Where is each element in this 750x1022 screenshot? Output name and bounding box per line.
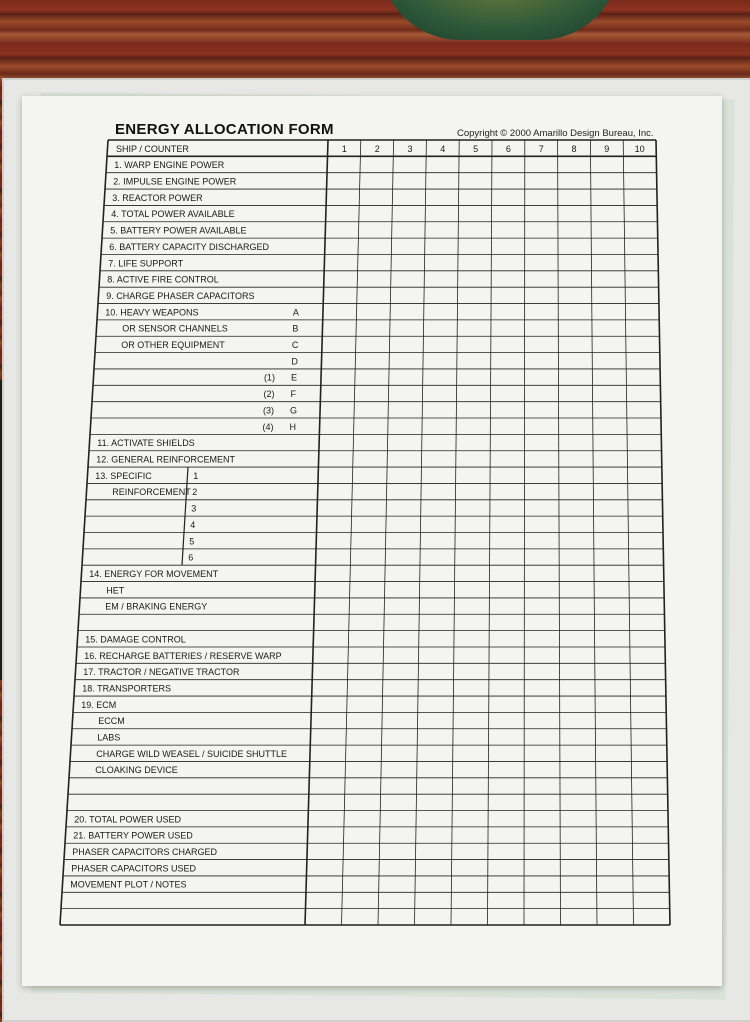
column-header-5: 5: [473, 143, 479, 154]
row-sub-label: 2: [192, 487, 198, 498]
row-label: 5. BATTERY POWER AVAILABLE: [110, 225, 247, 236]
row-label: 17. TRACTOR / NEGATIVE TRACTOR: [83, 667, 240, 678]
row-label: 12. GENERAL REINFORCEMENT: [96, 454, 235, 465]
row-label: PHASER CAPACITORS USED: [71, 863, 196, 874]
row-label: 8. ACTIVE FIRE CONTROL: [107, 274, 219, 285]
row-label: 18. TRANSPORTERS: [82, 683, 171, 694]
row-label: 21. BATTERY POWER USED: [73, 830, 193, 841]
column-header-10: 10: [634, 143, 645, 154]
row-label: 15. DAMAGE CONTROL: [85, 634, 186, 645]
row-label: (4): [262, 421, 274, 432]
ship-counter-label: SHIP / COUNTER: [116, 143, 189, 154]
column-header-2: 2: [374, 143, 380, 154]
column-header-1: 1: [341, 143, 347, 154]
column-header-3: 3: [407, 143, 413, 154]
row-sub-label: 5: [189, 536, 195, 547]
row-sub-label: C: [291, 340, 299, 351]
row-sub-label: 1: [193, 470, 199, 481]
column-header-6: 6: [505, 143, 511, 154]
row-sub-label: H: [289, 421, 297, 432]
row-sub-label: A: [292, 307, 299, 318]
row-label: (3): [262, 405, 274, 416]
row-label: 3. REACTOR POWER: [112, 192, 203, 203]
row-label: 4. TOTAL POWER AVAILABLE: [111, 209, 235, 220]
row-label: 6. BATTERY CAPACITY DISCHARGED: [109, 241, 269, 252]
row-label: 14. ENERGY FOR MOVEMENT: [89, 568, 219, 579]
row-label: CLOAKING DEVICE: [95, 765, 178, 776]
row-sub-label: F: [290, 389, 296, 400]
row-label: HET: [106, 585, 125, 596]
row-label: OR SENSOR CHANNELS: [122, 323, 228, 334]
row-label: 2. IMPULSE ENGINE POWER: [113, 176, 237, 187]
row-label: 1. WARP ENGINE POWER: [114, 160, 225, 171]
row-label: MOVEMENT PLOT / NOTES: [70, 879, 187, 890]
row-label: CHARGE WILD WEASEL / SUICIDE SHUTTLE: [96, 748, 287, 759]
row-label: PHASER CAPACITORS CHARGED: [72, 847, 217, 858]
row-sub-label: G: [289, 405, 298, 416]
column-header-7: 7: [538, 143, 544, 154]
row-label: 13. SPECIFIC: [95, 470, 152, 481]
row-label: (1): [263, 372, 275, 383]
column-header-4: 4: [440, 143, 446, 154]
row-label: 16. RECHARGE BATTERIES / RESERVE WARP: [84, 650, 282, 661]
copyright-notice: Copyright © 2000 Amarillo Design Bureau, Inc.: [457, 128, 654, 139]
row-label: REINFORCEMENT: [112, 487, 191, 498]
row-sub-label: E: [290, 372, 297, 383]
row-label: LABS: [97, 732, 121, 743]
column-header-9: 9: [604, 143, 610, 154]
row-label: 7. LIFE SUPPORT: [108, 258, 184, 269]
column-line: [524, 140, 525, 925]
row-sub-label: 4: [190, 519, 196, 530]
row-label: (2): [263, 389, 275, 400]
row-label: 9. CHARGE PHASER CAPACITORS: [106, 290, 255, 301]
row-label: ECCM: [98, 716, 125, 727]
row-sub-label: B: [292, 323, 299, 334]
row-label: 19. ECM: [81, 699, 117, 710]
row-sub-label: D: [291, 356, 298, 367]
row-label: 11. ACTIVATE SHIELDS: [97, 438, 195, 449]
form-title: ENERGY ALLOCATION FORM: [115, 121, 334, 138]
row-sub-label: 3: [191, 503, 197, 514]
row-label: 20. TOTAL POWER USED: [74, 814, 181, 825]
row-label: 10. HEAVY WEAPONS: [105, 307, 199, 318]
row-label: OR OTHER EQUIPMENT: [121, 340, 225, 351]
row-label: EM / BRAKING ENERGY: [105, 601, 208, 612]
row-sub-label: 6: [188, 552, 194, 563]
column-header-8: 8: [571, 143, 577, 154]
